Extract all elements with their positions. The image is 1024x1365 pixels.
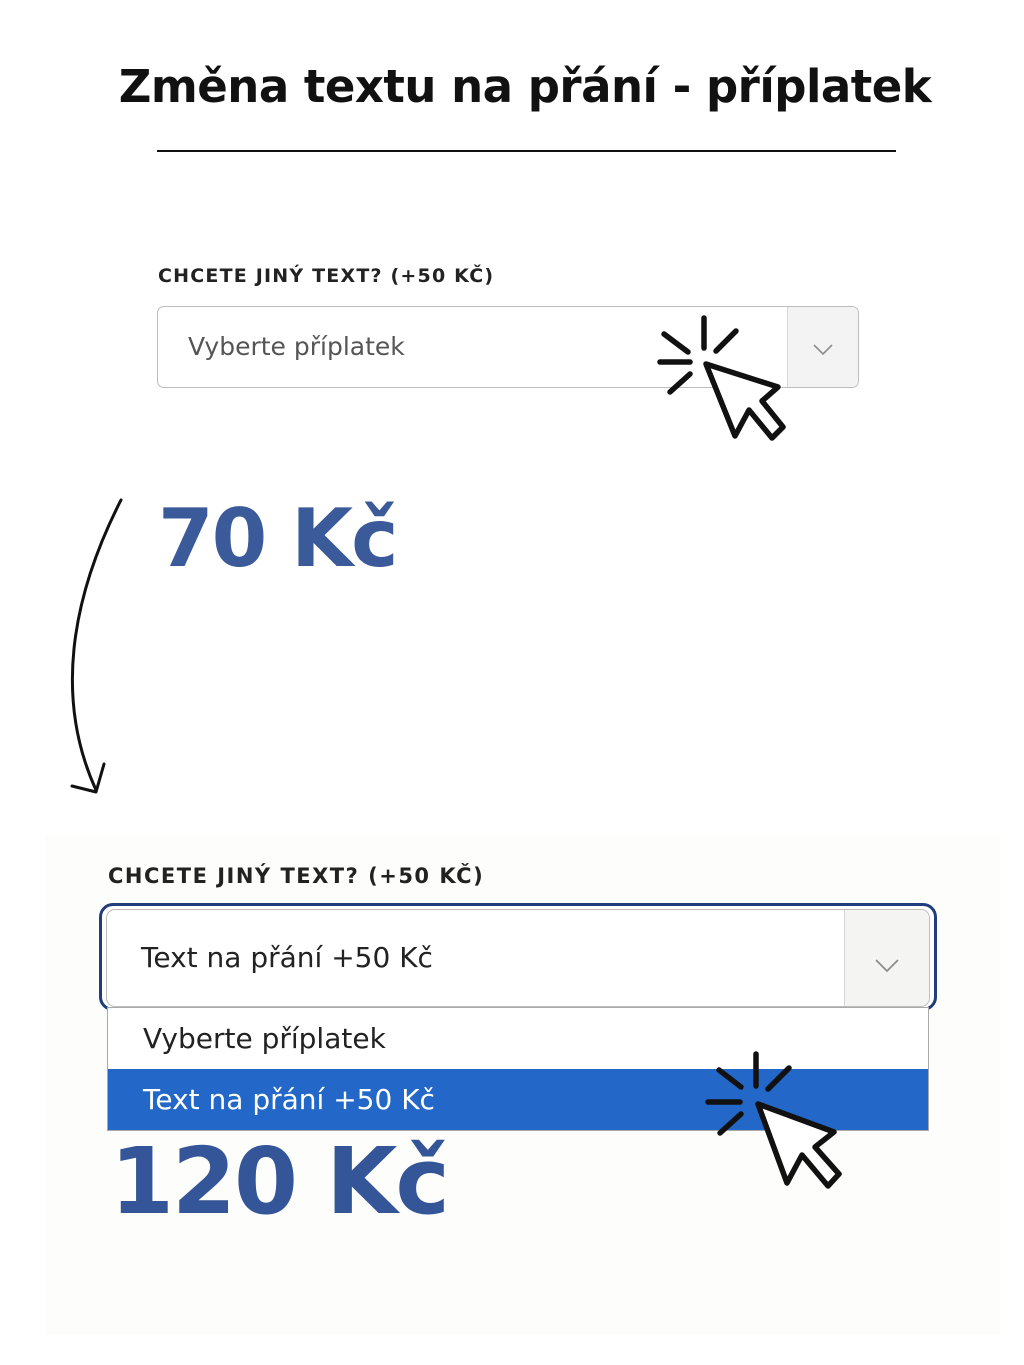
- price-after: 120 Kč: [110, 1128, 448, 1235]
- price-before: 70 Kč: [158, 492, 397, 585]
- dropdown-option-selected[interactable]: Text na přání +50 Kč: [108, 1069, 928, 1130]
- click-cursor-icon: [660, 318, 783, 438]
- dropdown-option[interactable]: Vyberte příplatek: [143, 1022, 386, 1055]
- field-label-before: CHCETE JINÝ TEXT? (+50 KČ): [158, 265, 495, 287]
- select-value: Vyberte příplatek: [188, 332, 405, 361]
- page-title: Změna textu na přání - příplatek: [118, 60, 932, 113]
- select-value: Text na přání +50 Kč: [141, 941, 433, 974]
- curved-arrow-down-icon: [72, 500, 121, 792]
- click-cursor-icon: [708, 1054, 839, 1186]
- field-label-after: CHCETE JINÝ TEXT? (+50 KČ): [108, 864, 485, 888]
